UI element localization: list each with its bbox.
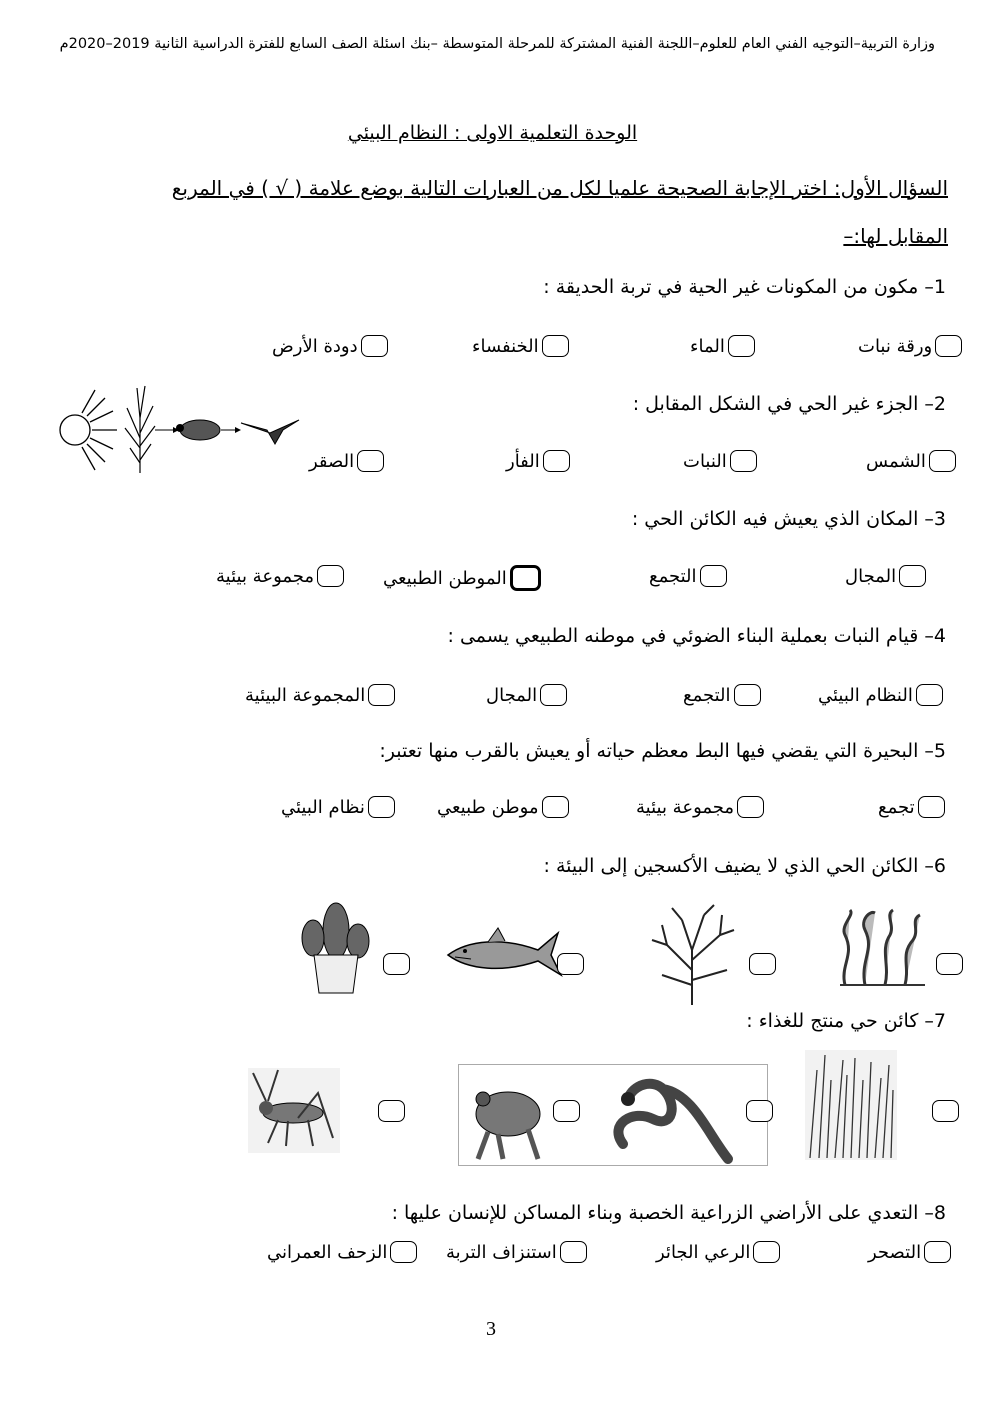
question-8-text: 8– التعدي على الأراضي الزراعية الخصبة وبناء المساكن للإنسان عليها : (391, 1202, 946, 1224)
q5-option-2[interactable]: مجموعة بيئية (624, 796, 764, 818)
q2-option-2[interactable]: النبات (683, 450, 757, 472)
checkbox[interactable] (540, 684, 567, 706)
question-3-text: 3– المكان الذي يعيش فيه الكائن الحي : (631, 508, 946, 530)
grasshopper-image (248, 1068, 340, 1153)
q7-checkbox-4[interactable] (378, 1100, 405, 1122)
q8-option-3[interactable]: استنزاف التربة (446, 1241, 587, 1263)
q5-option-3[interactable]: موطن طبيعي (437, 796, 569, 818)
mouse-icon (176, 420, 220, 440)
cactus-image (296, 893, 376, 998)
q6-checkbox-4[interactable] (383, 953, 410, 975)
checkbox[interactable] (317, 565, 344, 587)
q6-checkbox-3[interactable] (557, 953, 584, 975)
checkbox[interactable] (730, 450, 757, 472)
q3-option-3[interactable]: الموطن الطبيعي (383, 565, 541, 591)
q7-checkbox-3[interactable] (553, 1100, 580, 1122)
q1-option-2[interactable]: الماء (690, 335, 755, 357)
checkbox[interactable] (899, 565, 926, 587)
snake-image (618, 1084, 728, 1159)
q7-image-frame (458, 1064, 768, 1166)
q3-option-1[interactable]: المجال (845, 565, 926, 587)
checkbox[interactable] (916, 684, 943, 706)
question-1-text: 1– مكون من المكونات غير الحية في تربة الحديقة : (543, 276, 946, 298)
seaweed-image (835, 905, 930, 987)
q8-option-2[interactable]: الرعي الجائر (656, 1241, 780, 1263)
q1-option-4[interactable]: دودة الأرض (272, 335, 388, 357)
plant-icon (125, 386, 155, 473)
checkbox[interactable] (368, 796, 395, 818)
checkbox[interactable] (924, 1241, 951, 1263)
checkbox[interactable] (543, 450, 570, 472)
question-6-text: 6– الكائن الحي الذي لا يضيف الأكسجين إلى البيئة : (543, 855, 946, 877)
checkbox[interactable] (734, 684, 761, 706)
q4-option-4[interactable]: المجموعة البيئية (245, 684, 395, 706)
checkbox[interactable] (935, 335, 962, 357)
question-7-text: 7– كائن حي منتج للغذاء : (746, 1010, 946, 1032)
q3-option-2[interactable]: التجمع (649, 565, 727, 587)
checkbox[interactable] (510, 565, 541, 591)
q6-checkbox-1[interactable] (936, 953, 963, 975)
checkbox[interactable] (357, 450, 384, 472)
grass-image (805, 1050, 897, 1160)
q6-checkbox-2[interactable] (749, 953, 776, 975)
page-header: وزارة التربية–التوجيه الفني العام للعلوم–اللجنة الفنية المشتركة للمرحلة المتوسطة –بنك اسئلة الصف السابع للفترة الدراسية الثانية 2019–2020م (59, 36, 935, 52)
checkbox[interactable] (737, 796, 764, 818)
question-title-line2: المقابل لها:– (843, 224, 948, 248)
question-title-line1: السؤال الأول: اختر الإجابة الصحيحة علميا لكل من العبارات التالية بوضع علامة ( √ ) في المربع (171, 176, 948, 200)
checkbox[interactable] (368, 684, 395, 706)
checkbox[interactable] (390, 1241, 417, 1263)
hawk-icon (241, 420, 299, 444)
checkbox[interactable] (361, 335, 388, 357)
q3-option-4[interactable]: مجموعة بيئية (166, 565, 344, 587)
checkbox[interactable] (929, 450, 956, 472)
q1-option-3[interactable]: الخنفساء (472, 335, 569, 357)
q5-option-1[interactable]: تجمع (878, 796, 945, 818)
q2-option-3[interactable]: الفأر (506, 450, 570, 472)
q8-option-1[interactable]: التصحر (868, 1241, 951, 1263)
checkbox[interactable] (542, 796, 569, 818)
unit-title: الوحدة التعلمية الاولى : النظام البيئي (347, 122, 638, 144)
question-2-text: 2– الجزء غير الحي في الشكل المقابل : (632, 393, 946, 415)
q4-option-1[interactable]: النظام البيئي (818, 684, 943, 706)
question-5-text: 5– البحيرة التي يقضي فيها البط معظم حياته أو يعيش بالقرب منها تعتبر: (379, 740, 946, 762)
food-chain-diagram (55, 378, 305, 478)
q1-option-1[interactable]: ورقة نبات (858, 335, 962, 357)
shark-image (443, 925, 563, 980)
frog-image (476, 1092, 540, 1159)
checkbox[interactable] (918, 796, 945, 818)
question-4-text: 4– قيام النبات بعملية البناء الضوئي في موطنه الطبيعي يسمى : (447, 625, 946, 647)
q8-option-4[interactable]: الزحف العمراني (267, 1241, 417, 1263)
page-number: 3 (486, 1318, 496, 1340)
checkbox[interactable] (542, 335, 569, 357)
sun-icon (60, 390, 117, 470)
q2-option-4[interactable]: الصقر (309, 450, 384, 472)
q7-checkbox-1[interactable] (932, 1100, 959, 1122)
checkbox[interactable] (753, 1241, 780, 1263)
q4-option-2[interactable]: التجمع (683, 684, 761, 706)
q7-checkbox-2[interactable] (746, 1100, 773, 1122)
q2-option-1[interactable]: الشمس (866, 450, 956, 472)
question-title (118, 164, 948, 260)
checkbox[interactable] (700, 565, 727, 587)
algae-image (642, 900, 742, 1005)
q5-option-4[interactable]: نظام البيئي (221, 796, 395, 818)
checkbox[interactable] (728, 335, 755, 357)
checkbox[interactable] (560, 1241, 587, 1263)
q4-option-3[interactable]: المجال (486, 684, 567, 706)
